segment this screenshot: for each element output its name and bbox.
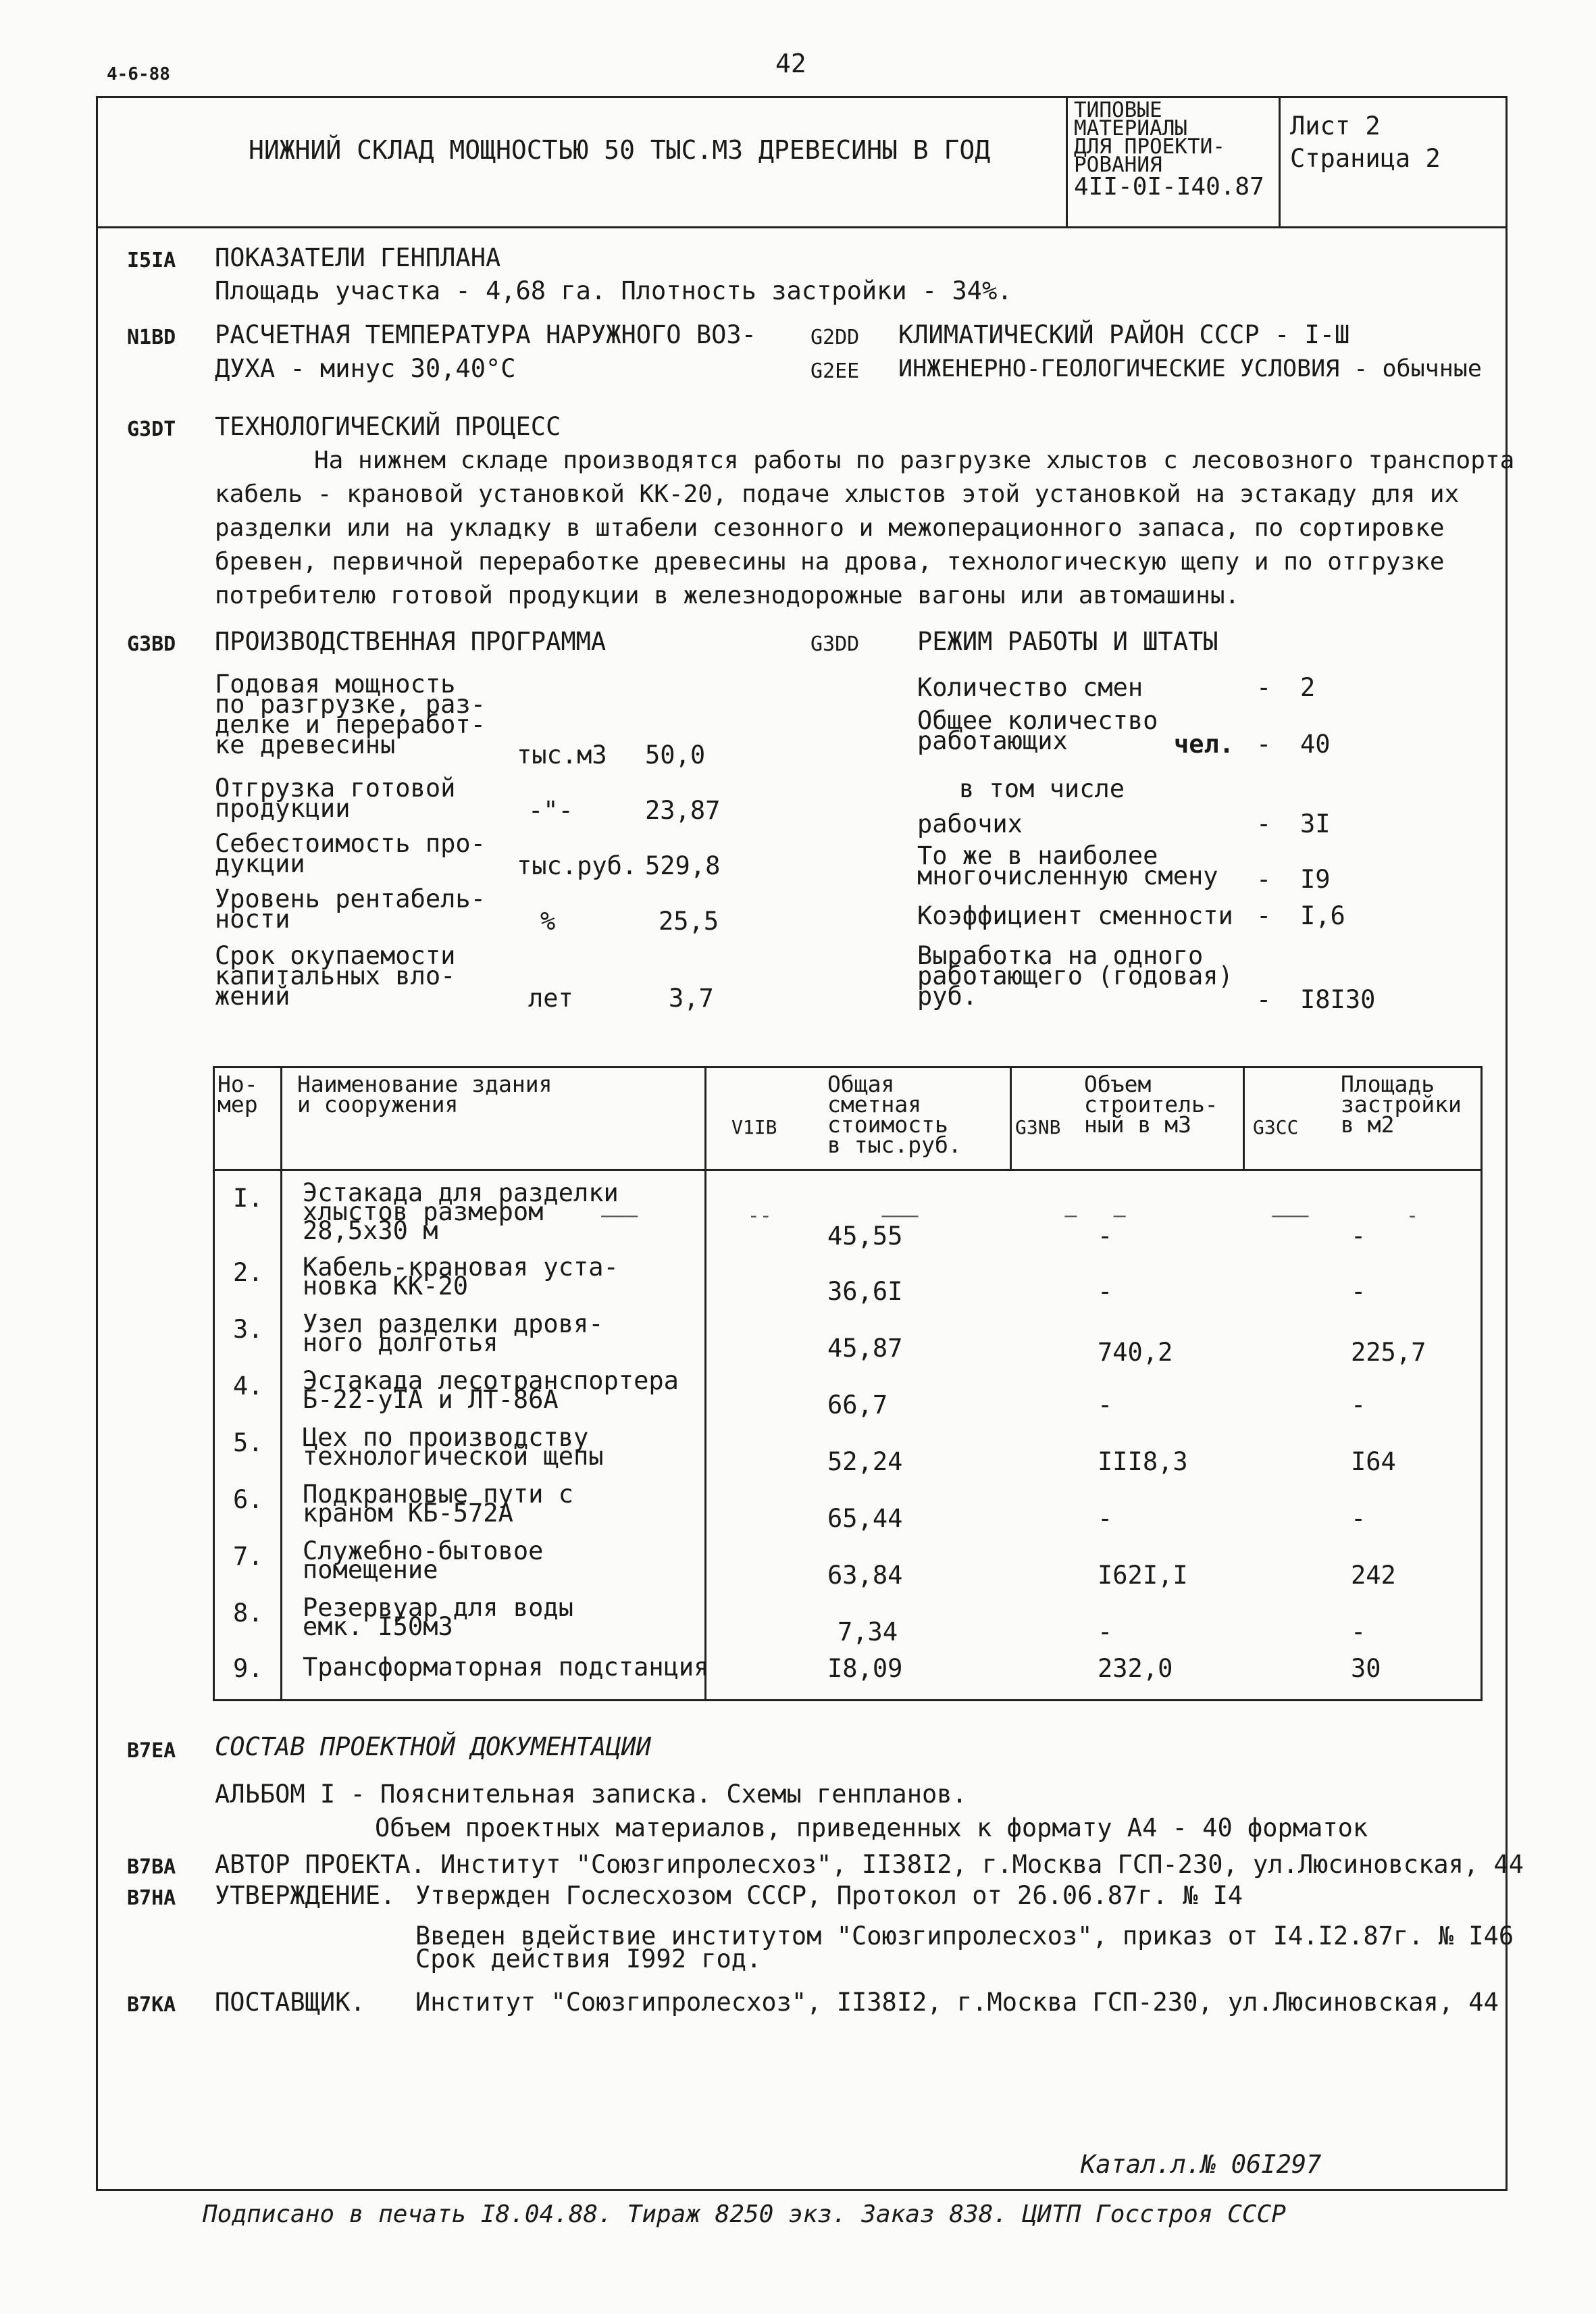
staff-item-label: Количество смен bbox=[917, 673, 1143, 702]
series-number: 4II-0I-I40.87 bbox=[1074, 173, 1264, 201]
frame-left bbox=[96, 96, 98, 2190]
row-area: 242 bbox=[1351, 1561, 1396, 1590]
program-item-value: 3,7 bbox=[669, 984, 714, 1013]
row-volume: - bbox=[1098, 1222, 1113, 1251]
row-volume: - bbox=[1098, 1617, 1113, 1646]
header-code: G3CC bbox=[1253, 1116, 1299, 1138]
header-cost: Общая сметная стоимость в тыс.руб. bbox=[827, 1071, 962, 1158]
table-left-line bbox=[213, 1066, 215, 1701]
row-cost: 52,24 bbox=[827, 1447, 903, 1476]
approval-label: УТВЕРЖДЕНИЕ. bbox=[215, 1881, 396, 1910]
section-code: G3DT bbox=[127, 418, 176, 441]
row-cost: 45,55 bbox=[827, 1222, 903, 1251]
table-col-line bbox=[1010, 1066, 1012, 1169]
header-code: V1IB bbox=[731, 1116, 777, 1138]
supplier-label: ПОСТАВЩИК. bbox=[215, 1988, 365, 2017]
staff-item-label: рабочих bbox=[917, 809, 1023, 838]
row-volume: - bbox=[1098, 1277, 1113, 1306]
row-name: Кабель-крановая уста- новка КК-20 bbox=[303, 1253, 619, 1301]
header-code: G3NB bbox=[1015, 1116, 1061, 1138]
table-col-line bbox=[1243, 1066, 1245, 1169]
row-volume: - bbox=[1098, 1390, 1113, 1419]
staff-item-dash: - bbox=[1256, 809, 1272, 838]
temperature-line1: РАСЧЕТНАЯ ТЕМПЕРАТУРА НАРУЖНОГО ВОЗ- bbox=[215, 320, 756, 349]
row-volume: 740,2 bbox=[1098, 1338, 1173, 1367]
section-code: G3DD bbox=[810, 632, 860, 656]
series-line: МАТЕРИАЛЫ bbox=[1074, 116, 1187, 141]
program-item-unit: тыс.м3 bbox=[517, 740, 607, 770]
genplan-text: Площадь участка - 4,68 га. Плотность застройки - 34%. bbox=[215, 276, 1012, 305]
row-area: - bbox=[1351, 1617, 1366, 1646]
row-area: I64 bbox=[1351, 1447, 1396, 1476]
table-right-line bbox=[1481, 1066, 1483, 1701]
row-number: 9. bbox=[233, 1654, 263, 1683]
section-code: N1BD bbox=[127, 326, 176, 349]
row-name: Эстакада для разделки хлыстов размером 28,5х30 м bbox=[303, 1178, 619, 1245]
row-name: Резервуар для воды емк. I50м3 bbox=[303, 1593, 573, 1641]
row-number: 2. bbox=[233, 1258, 263, 1287]
section-code: I5IA bbox=[127, 249, 176, 272]
row-name: Цех по производству технологической щепы bbox=[303, 1423, 604, 1471]
program-heading: ПРОИЗВОДСТВЕННАЯ ПРОГРАММА bbox=[215, 627, 607, 656]
row-cost: 36,6I bbox=[827, 1277, 903, 1306]
sheet-label: Лист 2 bbox=[1290, 111, 1381, 141]
row-area: - bbox=[1351, 1504, 1366, 1533]
docs-line2: Объем проектных материалов, приведенных к формату А4 - 40 форматок bbox=[375, 1813, 1368, 1842]
row-number: 8. bbox=[233, 1599, 263, 1628]
program-item-label: Отгрузка готовой продукции bbox=[215, 774, 456, 823]
row-number: 3. bbox=[233, 1315, 263, 1344]
staff-item-dash: - bbox=[1256, 673, 1272, 702]
row-cost: 65,44 bbox=[827, 1504, 903, 1533]
program-item-unit: лет bbox=[528, 984, 573, 1013]
catalog-number: Катал.л.№ 06I297 bbox=[1081, 2150, 1322, 2179]
series-line: ДЛЯ ПРОЕКТИ- bbox=[1074, 134, 1225, 159]
process-heading: ТЕХНОЛОГИЧЕСКИЙ ПРОЦЕСС bbox=[215, 412, 561, 441]
row-number: 5. bbox=[233, 1428, 263, 1457]
section-code: B7HA bbox=[127, 1886, 176, 1910]
row-volume: 232,0 bbox=[1098, 1654, 1173, 1683]
row-area: 225,7 bbox=[1351, 1338, 1426, 1367]
series-line: ТИПОВЫЕ bbox=[1074, 98, 1162, 122]
program-item-unit: тыс.руб. bbox=[517, 851, 638, 880]
staff-item-value: I8I30 bbox=[1300, 985, 1376, 1014]
section-code: G3BD bbox=[127, 632, 176, 656]
table-header-line bbox=[213, 1169, 1483, 1171]
header-area: Площадь застройки в м2 bbox=[1341, 1071, 1462, 1138]
print-footer: Подписано в печать I8.04.88. Тираж 8250 экз. Заказ 838. ЦИТП Госстроя СССР bbox=[203, 2200, 1286, 2228]
staff-heading: РЕЖИМ РАБОТЫ И ШТАТЫ bbox=[917, 627, 1218, 656]
supplier-text: Институт "Союзгипролесхоз", II38I2, г.Москва ГСП-230, ул.Люсиновская, 44 bbox=[415, 1988, 1499, 2017]
row-number: 7. bbox=[233, 1542, 263, 1571]
docs-heading: СОСТАВ ПРОЕКТНОЙ ДОКУМЕНТАЦИИ bbox=[215, 1732, 652, 1761]
frame-bottom bbox=[96, 2189, 1508, 2191]
staff-item-value: 40 bbox=[1300, 730, 1331, 759]
row-area: 30 bbox=[1351, 1654, 1381, 1683]
staff-item-dash: - bbox=[1256, 730, 1272, 759]
row-number: I. bbox=[233, 1184, 263, 1213]
page-label: Страница 2 bbox=[1290, 144, 1441, 173]
staff-item-label: Коэффициент сменности bbox=[917, 901, 1233, 930]
program-item-value: 50,0 bbox=[645, 740, 706, 770]
temperature-line2: ДУХА - минус 30,40°С bbox=[215, 354, 516, 383]
staff-item-value: I9 bbox=[1300, 865, 1331, 894]
staff-item-value: 2 bbox=[1300, 673, 1316, 702]
program-item-value: 23,87 bbox=[645, 796, 721, 825]
author-text: АВТОР ПРОЕКТА. Институт "Союзгипролесхоз", II38I2, г.Москва ГСП-230, ул.Люсиновская, 44 bbox=[215, 1850, 1524, 1879]
header-volume: Объем строитель- ный в м3 bbox=[1084, 1071, 1218, 1138]
row-area: - bbox=[1351, 1390, 1366, 1419]
staff-item-unit: чел. bbox=[1174, 730, 1235, 759]
row-cost: 63,84 bbox=[827, 1561, 903, 1590]
approval-intro2: Срок действия I992 год. bbox=[415, 1944, 762, 1973]
table-bottom-line bbox=[213, 1699, 1483, 1701]
table-col-line bbox=[704, 1066, 706, 1701]
section-code: G2EE bbox=[810, 359, 860, 383]
section-code: B7KA bbox=[127, 1993, 176, 2017]
table-top-line bbox=[213, 1066, 1483, 1068]
row-number: 6. bbox=[233, 1485, 263, 1514]
header-bottom-line bbox=[96, 226, 1508, 228]
process-line: бревен, первичной переработке древесины на дрова, технологическую щепу и по отгрузке bbox=[215, 548, 1445, 576]
staff-item-value: 3I bbox=[1300, 809, 1331, 838]
staff-item-value: I,6 bbox=[1300, 901, 1345, 930]
page-number: 42 bbox=[775, 49, 806, 78]
section-code: B7BA bbox=[127, 1855, 176, 1879]
header-divider-1 bbox=[1066, 96, 1068, 228]
header-name: Наименование здания и сооружения bbox=[297, 1071, 552, 1117]
row-name: Служебно-бытовое помещение bbox=[303, 1536, 544, 1584]
series-block bbox=[1074, 98, 1264, 201]
row-area: - bbox=[1351, 1222, 1366, 1251]
geology-text: ИНЖЕНЕРНО-ГЕОЛОГИЧЕСКИЕ УСЛОВИЯ - обычные bbox=[898, 355, 1482, 382]
program-item-label: Годовая мощность по разгрузке, раз- делке и переработ- ке древесины bbox=[215, 670, 486, 759]
header-number: Но- мер bbox=[217, 1071, 258, 1117]
process-line: потребителю готовой продукции в железнодорожные вагоны или автомашины. bbox=[215, 582, 1240, 609]
row-cost: 66,7 bbox=[827, 1390, 888, 1419]
document-title: НИЖНИЙ СКЛАД МОЩНОСТЬЮ 50 ТЫС.М3 ДРЕВЕСИНЫ В ГОД bbox=[249, 135, 991, 165]
program-item-label: Себестоимость про- дукции bbox=[215, 829, 486, 878]
header-divider-2 bbox=[1279, 96, 1281, 228]
row-volume: III8,3 bbox=[1098, 1447, 1188, 1476]
process-line: разделки или на укладку в штабели сезонного и межоперационного запаса, по сортировке bbox=[215, 514, 1445, 542]
staff-item-label: Выработка на одного работающего (годовая) руб. bbox=[917, 941, 1233, 1011]
approval-intro1: Введен вдействие институтом "Союзгипролесхоз", приказ от I4.I2.87г. № I46 bbox=[415, 1921, 1514, 1951]
section-code: B7EA bbox=[127, 1739, 176, 1763]
top-left-date: 4-6-88 bbox=[107, 64, 170, 84]
row-name: Эстакада лесотранспортера Б-22-уIA и ЛТ-86А bbox=[303, 1366, 679, 1414]
row-number: 4. bbox=[233, 1372, 263, 1401]
row-area: - bbox=[1351, 1277, 1366, 1306]
docs-line1: АЛЬБОМ I - Пояснительная записка. Схемы генпланов. bbox=[215, 1780, 967, 1809]
program-item-unit: -"- bbox=[528, 796, 573, 825]
row-cost: I8,09 bbox=[827, 1654, 903, 1683]
row-name: Трансформаторная подстанция bbox=[303, 1653, 709, 1682]
staff-item-dash: - bbox=[1256, 901, 1272, 930]
series-line: РОВАНИЯ bbox=[1074, 153, 1162, 177]
row-name: Узел разделки дровя- ного долготья bbox=[303, 1309, 604, 1357]
genplan-heading: ПОКАЗАТЕЛИ ГЕНПЛАНА bbox=[215, 243, 501, 272]
row-name: Подкрановые пути с краном КБ-572А bbox=[303, 1480, 573, 1528]
staff-subheading: в том числе bbox=[959, 774, 1125, 803]
program-item-value: 529,8 bbox=[645, 851, 721, 880]
row-cost: 7,34 bbox=[838, 1617, 898, 1646]
approval-text: Утвержден Гослесхозом СССР, Протокол от 26.06.87г. № I4 bbox=[415, 1881, 1243, 1910]
process-line: кабель - крановой установкой КК-20, подаче хлыстов этой установкой на эстакаду для их bbox=[215, 480, 1460, 508]
program-item-label: Уровень рентабель- ности bbox=[215, 884, 486, 934]
program-item-unit: % bbox=[540, 907, 556, 936]
table-col-line bbox=[280, 1066, 282, 1701]
process-line: На нижнем складе производятся работы по разгрузке хлыстов с лесовозного транспорта bbox=[314, 447, 1515, 474]
staff-item-label: Общее количество работающих bbox=[917, 706, 1158, 755]
program-item-value: 25,5 bbox=[659, 907, 719, 936]
staff-item-dash: - bbox=[1256, 985, 1272, 1014]
staff-item-label: То же в наиболее многочисленную смену bbox=[917, 841, 1218, 890]
climate-text: КЛИМАТИЧЕСКИЙ РАЙОН СССР - I-Ш bbox=[898, 320, 1350, 349]
staff-item-dash: - bbox=[1256, 865, 1272, 894]
row-volume: - bbox=[1098, 1504, 1113, 1533]
program-item-label: Срок окупаемости капитальных вло- жений bbox=[215, 941, 456, 1011]
row-dashes: ——— -- ——— — — ——— - bbox=[601, 1204, 1419, 1228]
row-cost: 45,87 bbox=[827, 1334, 903, 1363]
row-volume: I62I,I bbox=[1098, 1561, 1188, 1590]
section-code: G2DD bbox=[810, 326, 860, 349]
frame-top bbox=[96, 96, 1508, 98]
